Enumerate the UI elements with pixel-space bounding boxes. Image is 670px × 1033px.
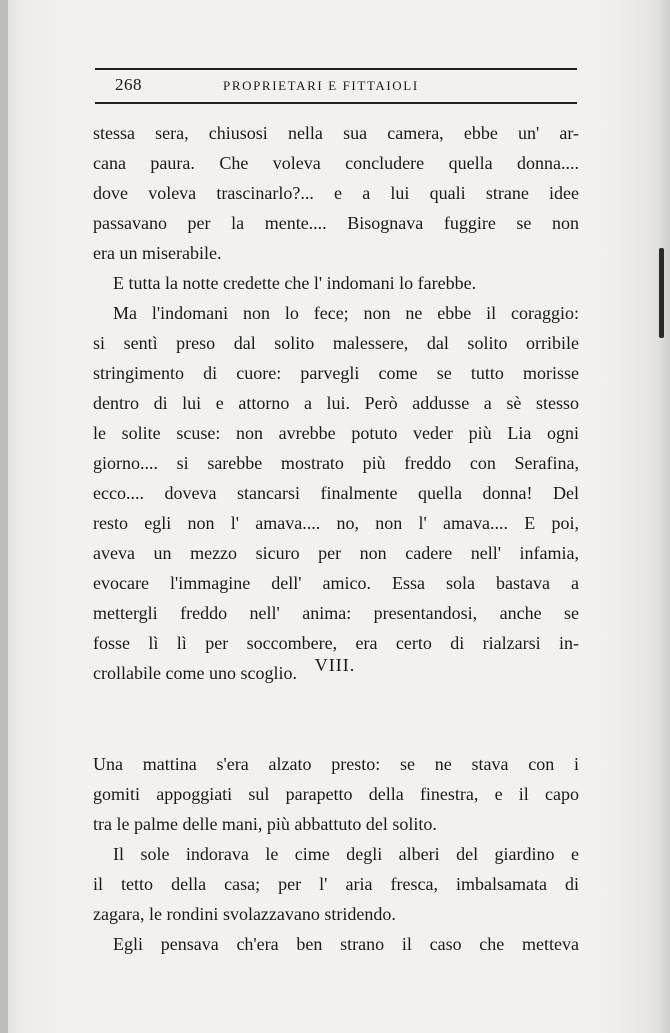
running-title: PROPRIETARI E FITTAIOLI: [223, 78, 419, 93]
text-line: ecco.... doveva stancarsi finalmente quella donna! Del: [93, 483, 579, 503]
text-line: stringimento di cuore: parvegli come se tutto morisse: [93, 363, 579, 383]
text-line: il tetto della casa; per l' aria fresca, imbalsamata di: [93, 874, 579, 894]
text-line: passavano per la mente.... Bisognava fuggire se non: [93, 213, 579, 233]
text-line: era un miserabile.: [93, 243, 222, 263]
text-line: gomiti appoggiati sul parapetto della finestra, e il capo: [93, 784, 579, 804]
text-line: cana paura. Che voleva concludere quella donna....: [93, 153, 579, 173]
text-line: le solite scuse: non avrebbe potuto veder più Lia ogni: [93, 423, 579, 443]
text-line: evocare l'immagine dell' amico. Essa sola bastava a: [93, 573, 579, 593]
chapter-heading: VIII.: [314, 655, 356, 675]
text-line: resto egli non l' amava.... no, non l' amava.... E poi,: [93, 513, 579, 533]
page-right-edge: [656, 0, 670, 1033]
text-line: fosse lì lì per soccombere, era certo di rialzarsi in-: [93, 633, 579, 653]
text-line: Il sole indorava le cime degli alberi del giardino e: [113, 844, 579, 864]
page-number: 268: [115, 75, 142, 94]
header-rule-top: [95, 68, 577, 70]
text-line: giorno.... si sarebbe mostrato più freddo con Serafina,: [93, 453, 579, 473]
running-header: [95, 68, 577, 106]
text-line: Egli pensava ch'era ben strano il caso che metteva: [113, 934, 579, 954]
header-rule-bottom: [95, 102, 577, 104]
text-line: Una mattina s'era alzato presto: se ne stava con i: [93, 754, 579, 774]
text-line: crollabile come uno scoglio.: [93, 663, 297, 683]
text-line: stessa sera, chiusosi nella sua camera, ebbe un' ar-: [93, 123, 579, 143]
text-line: aveva un mezzo sicuro per non cadere nell' infamia,: [93, 543, 579, 563]
text-line: dove voleva trascinarlo?... e a lui quali strane idee: [93, 183, 579, 203]
text-line: E tutta la notte credette che l' indomani lo farebbe.: [113, 273, 477, 293]
text-line: mettergli freddo nell' anima: presentandosi, anche se: [93, 603, 579, 623]
page-gutter-shadow: [0, 0, 8, 1033]
text-line: Ma l'indomani non lo fece; non ne ebbe il coraggio:: [113, 303, 579, 323]
text-line: dentro di lui e attorno a lui. Però addusse a sè stesso: [93, 393, 579, 413]
text-line: zagara, le rondini svolazzavano stridendo.: [93, 904, 396, 924]
text-line: tra le palme delle mani, più abbattuto del solito.: [93, 814, 437, 834]
text-line: si sentì preso dal solito malessere, dal solito orribile: [93, 333, 579, 353]
